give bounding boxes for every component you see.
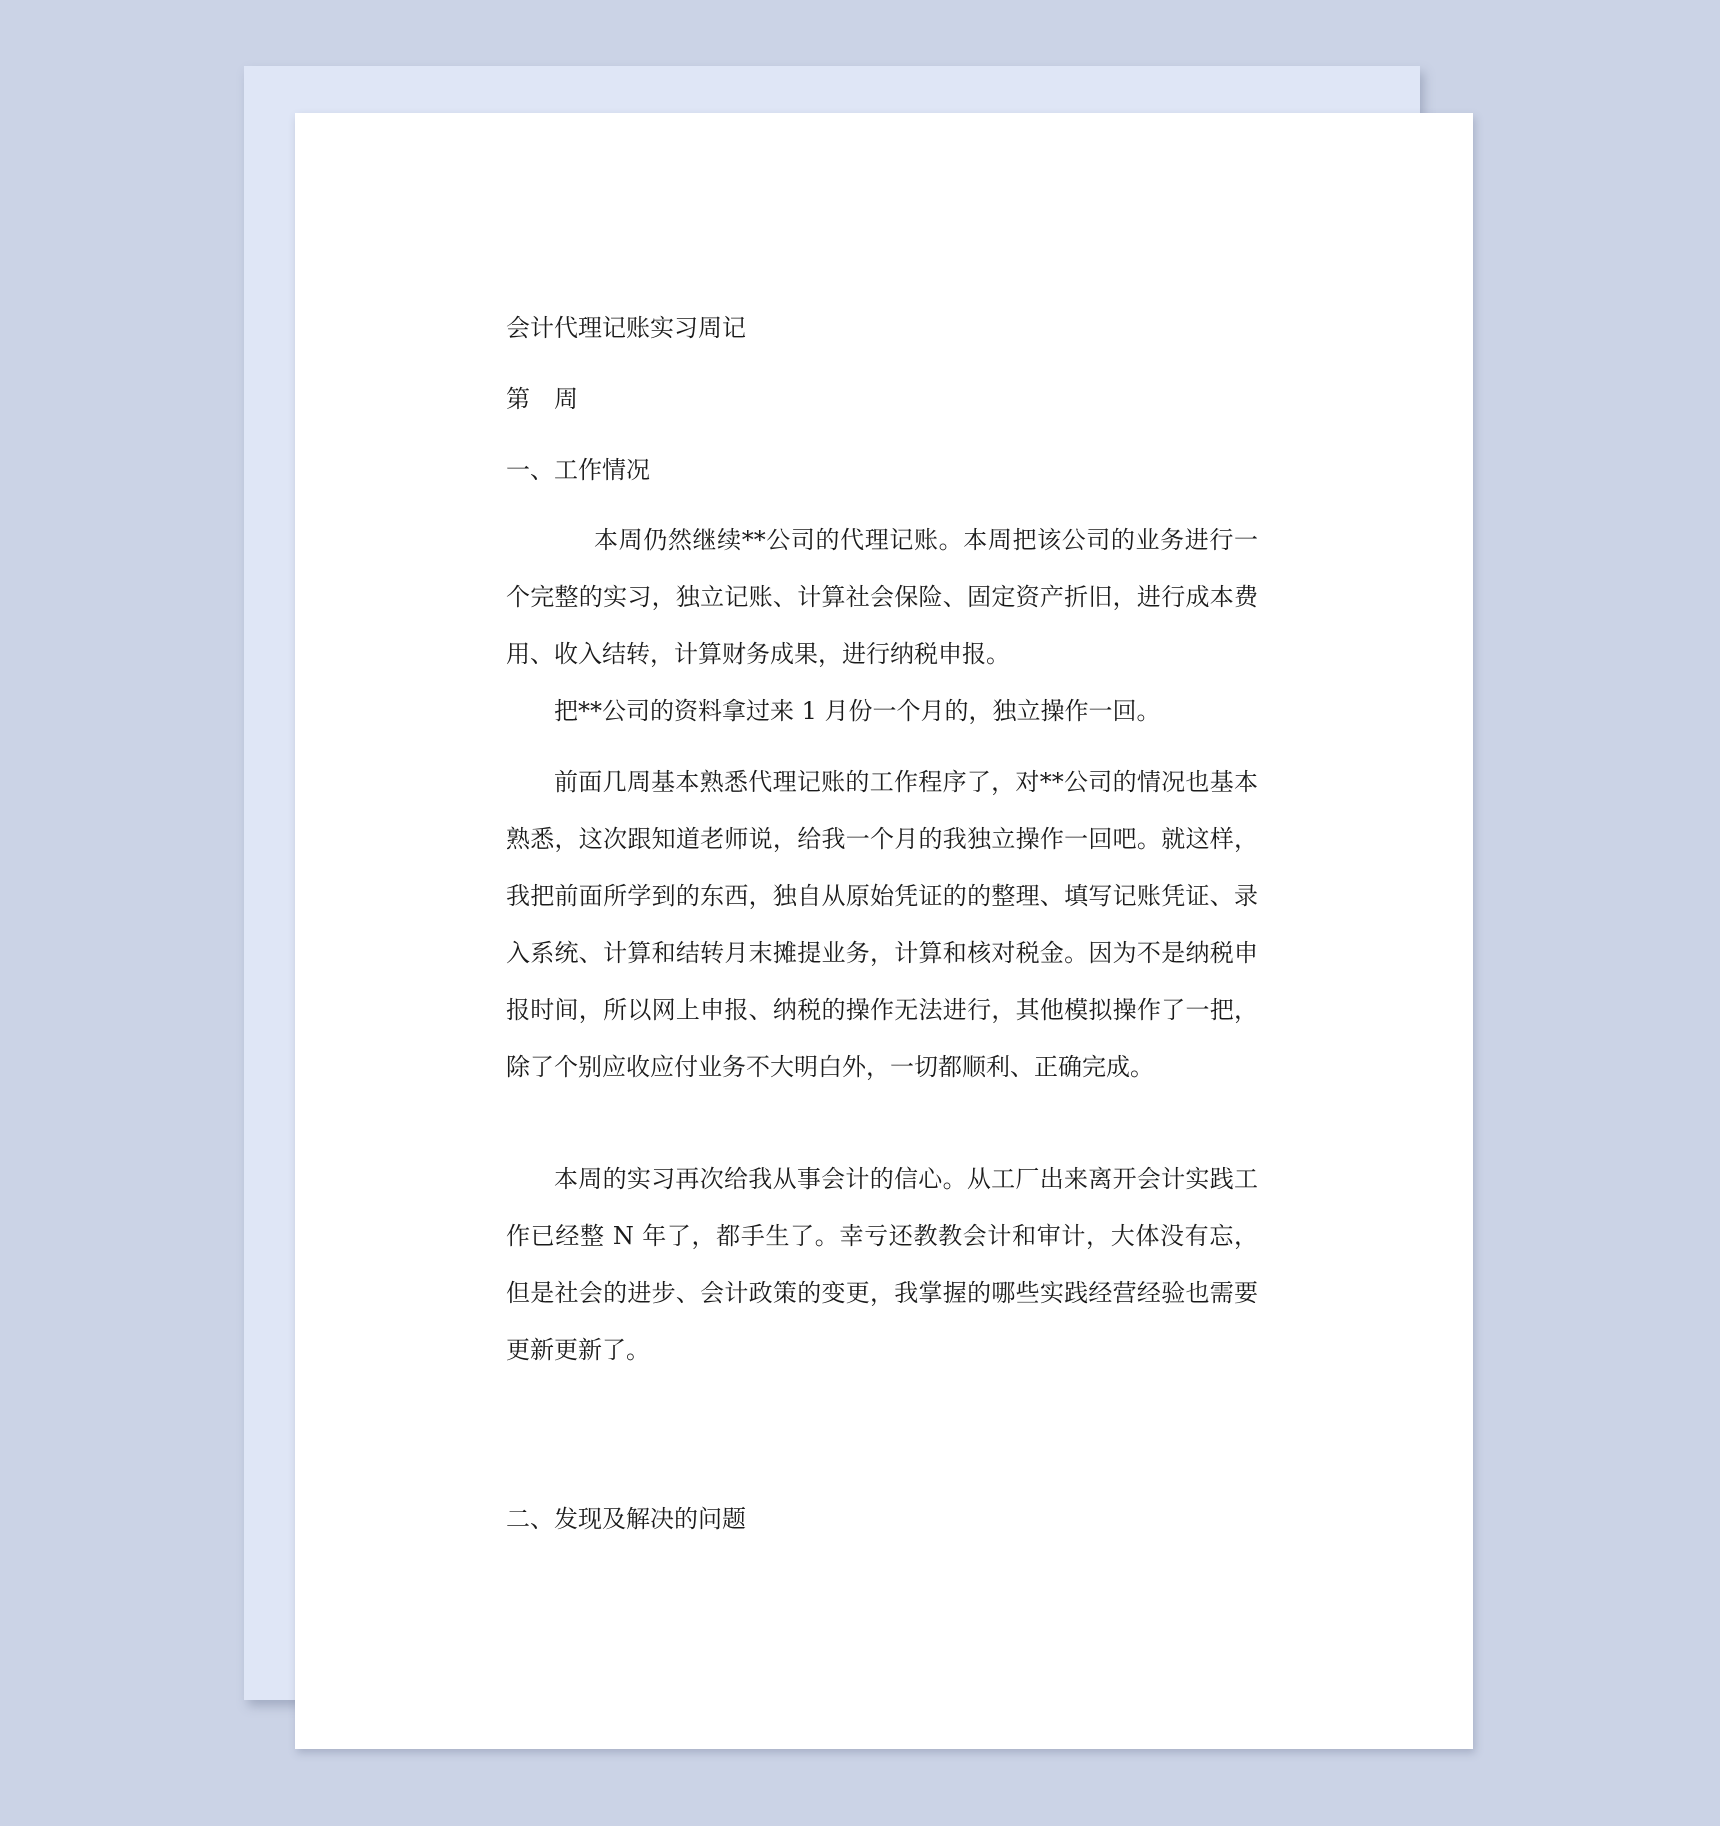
section-heading-problems: 二、发现及解决的问题 [506, 1505, 746, 1533]
paragraph-1: 本周仍然继续**公司的代理记账。本周把该公司的业务进行一个完整的实习，独立记账、计算社会保险、固定资产折旧，进行成本费用、收入结转，计算财务成果，进行纳税申报。 [506, 526, 1258, 668]
section-heading-work: 一、工作情况 [506, 456, 650, 484]
document-page [295, 113, 1473, 1749]
paragraph-4: 本周的实习再次给我从事会计的信心。从工厂出来离开会计实践工作已经整 N 年了，都手生了。幸亏还教教会计和审计，大体没有忘，但是社会的进步、会计政策的变更，我掌握的哪些实践经营经验也需要更新更新了。 [506, 1165, 1258, 1364]
document-title: 会计代理记账实习周记 [506, 314, 746, 342]
paragraph-2: 把**公司的资料拿过来 1 月份一个月的，独立操作一回。 [554, 697, 1161, 725]
paragraph-3: 前面几周基本熟悉代理记账的工作程序了，对**公司的情况也基本熟悉，这次跟知道老师说，给我一个月的我独立操作一回吧。就这样，我把前面所学到的东西，独自从原始凭证的的整理、填写记账凭证、录入系统、计算和结转月末摊提业务，计算和核对税金。因为不是纳税申报时间，所以网上申报、纳税的操作无法进行，其他模拟操作了一把，除了个别应收应付业务不大明白外，一切都顺利、正确完成。 [506, 768, 1258, 1081]
week-label: 第 周 [506, 385, 578, 413]
